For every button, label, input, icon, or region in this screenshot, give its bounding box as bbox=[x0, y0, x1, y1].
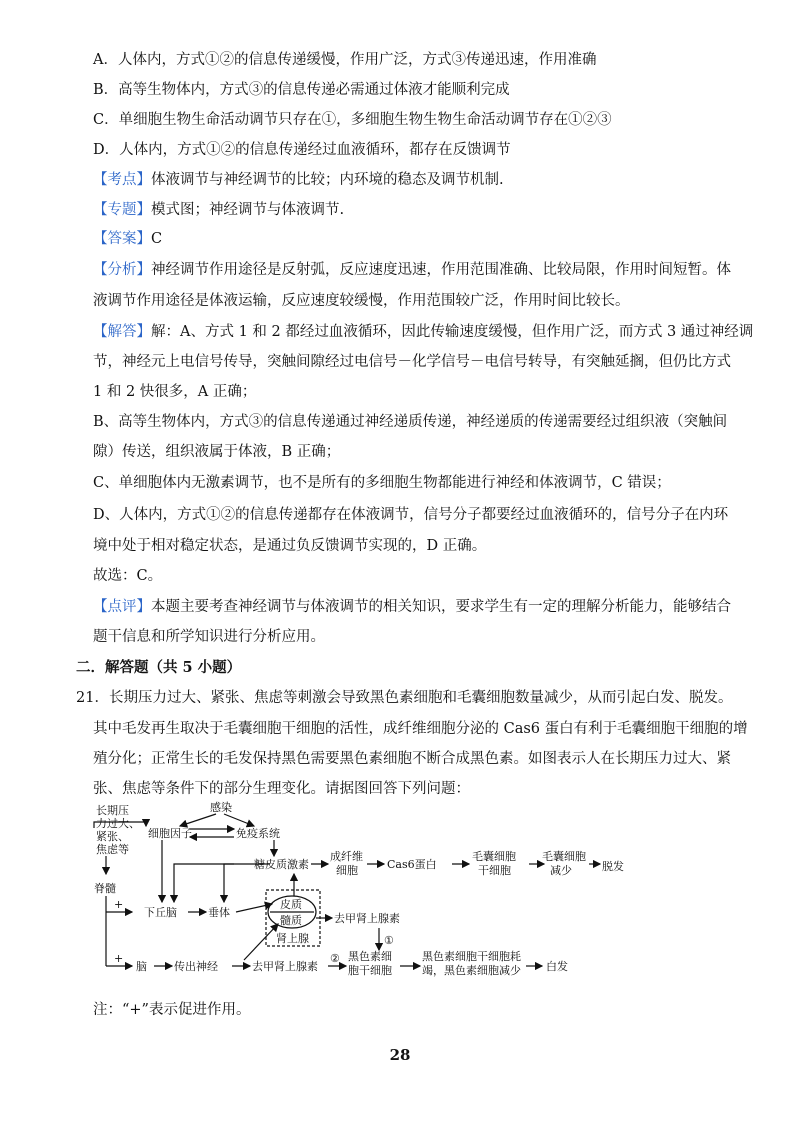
glucocorticoid-label: 糖皮质激素 bbox=[254, 858, 309, 871]
hair-loss-text: 脱发 bbox=[602, 860, 624, 873]
circle-1-label: ① bbox=[384, 934, 394, 947]
hypothalamus-label: 下丘脑 bbox=[144, 906, 177, 919]
infection-label: 感染 bbox=[210, 801, 232, 814]
hair-follicle-stem-label-1: 毛囊细胞 bbox=[472, 850, 516, 863]
jieda-line-1 bbox=[93, 322, 753, 342]
jieda-line-5: 隙）传送，组织液属于体液，B 正确； bbox=[93, 444, 341, 460]
melanocyte-depletion-label-1: 黑色素细胞干细胞耗 bbox=[422, 950, 521, 963]
q21-line-3: 殖分化；正常生长的毛发保持黑色需要黑色素细胞不断合成黑色素。如图表示人在长期压力过大、紧 bbox=[93, 751, 731, 767]
daan-text: C bbox=[151, 231, 163, 247]
cortex-label: 皮质 bbox=[280, 898, 302, 911]
dianping-line-2: 题干信息和所学知识进行分析应用。 bbox=[93, 629, 325, 645]
daan-line bbox=[93, 229, 162, 249]
fibroblast-label-2: 细胞 bbox=[336, 864, 358, 877]
jieda-line-4: B、高等生物体内，方式③的信息传递通过神经递质传递，神经递质的传递需要经过组织液（突触间 bbox=[93, 414, 728, 430]
q21-line-1: 21．长期压力过大、紧张、焦虑等刺激会导致黑色素细胞和毛囊细胞数量减少，从而引起白发、脱发。 bbox=[76, 690, 733, 706]
stress-label-2: 力过大、 bbox=[96, 817, 140, 830]
stress-label-1: 长期压 bbox=[96, 804, 129, 817]
option-b: B．高等生物体内，方式③的信息传递必需通过体液才能顺利完成 bbox=[93, 82, 510, 98]
plus-sign-1: + bbox=[114, 898, 124, 911]
fenxi-line-1 bbox=[93, 260, 731, 280]
physiology-diagram bbox=[84, 800, 604, 988]
jieda-tag: 【解答】 bbox=[93, 324, 151, 340]
dianping-tag: 【点评】 bbox=[93, 599, 151, 615]
fibroblast-label-1: 成纤维 bbox=[330, 850, 363, 863]
kaodian-line bbox=[93, 170, 504, 190]
circle-2-label: ② bbox=[330, 952, 340, 965]
jieda-line-2: 节，神经元上电信号传导，突触间隙经过电信号－化学信号－电信号转导，有突触延搁，但仍比方式 bbox=[93, 354, 731, 370]
jieda-text-1: 解：A、方式 1 和 2 都经过血液循环，因此传输速度缓慢，但作用广泛，而方式 3 通过神经调 bbox=[151, 324, 754, 340]
jieda-line-3: 1 和 2 快很多，A 正确； bbox=[93, 384, 257, 400]
jieda-line-9: 故选：C。 bbox=[93, 568, 163, 584]
kaodian-tag: 【考点】 bbox=[93, 172, 151, 188]
zhuanti-line bbox=[93, 200, 344, 220]
fenxi-text-1: 神经调节作用途径是反射弧，反应速度迅速，作用范围准确、比较局限，作用时间短暂。体 bbox=[151, 262, 731, 278]
q21-line-4: 张、焦虑等条件下的部分生理变化。请据图回答下列问题： bbox=[93, 781, 470, 797]
stress-label-3: 紧张、 bbox=[96, 830, 129, 843]
efferent-nerve-label: 传出神经 bbox=[174, 960, 218, 973]
hair-follicle-decrease-label-2: 减少 bbox=[550, 864, 572, 877]
dianping-line-1 bbox=[93, 597, 731, 617]
zhuanti-tag: 【专题】 bbox=[93, 202, 151, 218]
q21-line-2: 其中毛发再生取决于毛囊细胞干细胞的活性，成纤维细胞分泌的 Cas6 蛋白有利于毛囊细胞干细胞的增 bbox=[93, 721, 748, 737]
jieda-line-7: D、人体内，方式①②的信息传递都存在体液调节，信号分子都要经过血液循环的，信号分子在内环 bbox=[93, 507, 729, 523]
kaodian-text: 体液调节与神经调节的比较；内环境的稳态及调节机制. bbox=[151, 172, 504, 188]
option-c: C．单细胞生物生命活动调节只存在①，多细胞生物生物生命活动调节存在①②③ bbox=[93, 112, 612, 128]
noradrenaline-label-2: 去甲肾上腺素 bbox=[252, 960, 318, 973]
melanocyte-depletion-label-2: 竭，黑色素细胞减少 bbox=[422, 964, 521, 977]
stress-label-4: 焦虑等 bbox=[96, 843, 129, 856]
dianping-text-1: 本题主要考查神经调节与体液调节的相关知识，要求学生有一定的理解分析能力，能够结合 bbox=[151, 599, 731, 615]
white-hair-label: 白发 bbox=[546, 960, 568, 973]
hair-follicle-stem-label-2: 干细胞 bbox=[478, 864, 511, 877]
cas6-label: Cas6蛋白 bbox=[387, 858, 437, 871]
cytokine-label: 细胞因子 bbox=[148, 827, 192, 840]
adrenal-label: 肾上腺 bbox=[276, 932, 309, 945]
melanocyte-stem-label-1: 黑色素细 bbox=[348, 950, 392, 963]
daan-tag: 【答案】 bbox=[93, 231, 151, 247]
zhuanti-text: 模式图；神经调节与体液调节. bbox=[151, 202, 345, 218]
brain-label: 脑 bbox=[136, 960, 147, 973]
jieda-line-6: C、单细胞体内无激素调节，也不是所有的多细胞生物都能进行神经和体液调节，C 错误； bbox=[93, 475, 671, 491]
immune-system-label: 免疫系统 bbox=[236, 827, 280, 840]
option-a: A．人体内，方式①②的信息传递缓慢，作用广泛，方式③传递迅速，作用准确 bbox=[93, 52, 597, 68]
pituitary-label: 垂体 bbox=[208, 906, 230, 919]
plus-sign-2: + bbox=[114, 952, 124, 965]
fenxi-tag: 【分析】 bbox=[93, 262, 151, 278]
fenxi-line-2: 液调节作用途径是体液运输，反应速度较缓慢，作用范围较广泛，作用时间比较长。 bbox=[93, 293, 630, 309]
page-number: 28 bbox=[389, 1046, 411, 1064]
jieda-line-8: 境中处于相对稳定状态，是通过负反馈调节实现的，D 正确。 bbox=[93, 538, 487, 554]
diagram-note: 注：“+”表示促进作用。 bbox=[93, 1002, 251, 1018]
spinal-cord-label: 脊髓 bbox=[94, 882, 116, 895]
section-title: 二．解答题（共 5 小题） bbox=[76, 659, 242, 676]
noradrenaline-label-1: 去甲肾上腺素 bbox=[334, 912, 400, 925]
option-d: D．人体内，方式①②的信息传递经过血液循环，都存在反馈调节 bbox=[93, 142, 511, 158]
hair-follicle-decrease-label-1: 毛囊细胞 bbox=[542, 850, 586, 863]
medulla-label: 髓质 bbox=[280, 914, 302, 927]
melanocyte-stem-label-2: 胞干细胞 bbox=[348, 964, 392, 977]
